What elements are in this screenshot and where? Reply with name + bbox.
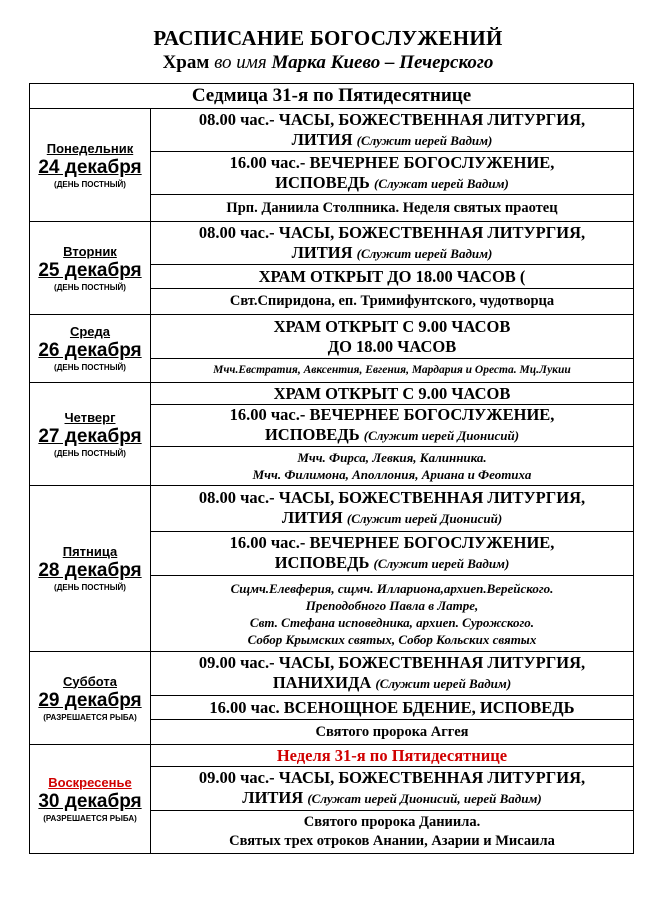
service-line: 16.00 час.- ВЕЧЕРНЕЕ БОГОСЛУЖЕНИЕ,: [229, 405, 555, 424]
saints-cell: [151, 195, 633, 221]
date: 26 декабря: [38, 340, 142, 361]
service-cell: [151, 767, 633, 811]
day-services: [151, 315, 633, 382]
day-note: (ДЕНЬ ПОСТНЫЙ): [54, 363, 126, 372]
service-line: ИСПОВЕДЬ (Служат иерей Вадим): [275, 172, 509, 192]
service-line: ИСПОВЕДЬ (Служит иерей Вадим): [274, 553, 510, 572]
day-label: [30, 486, 151, 651]
day-label: [30, 652, 151, 744]
page-subtitle: [0, 52, 656, 74]
weekday: Четверг: [64, 409, 116, 425]
day-note: (ДЕНЬ ПОСТНЫЙ): [54, 282, 126, 292]
service-line: ЛИТИЯ (Служит иерей Дионисий): [281, 508, 503, 527]
service-line: 16.00 час.- ВЕЧЕРНЕЕ БОГОСЛУЖЕНИЕ,: [229, 152, 555, 172]
service-line: ЛИТИЯ (Служит иерей Вадим): [291, 242, 493, 262]
saints-line: Святого пророка Аггея: [315, 723, 469, 740]
day-row-monday: [30, 109, 633, 222]
service-line: 09.00 час.- ЧАСЫ, БОЖЕСТВЕННАЯ ЛИТУРГИЯ,: [198, 653, 586, 672]
day-note: (ДЕНЬ ПОСТНЫЙ): [54, 179, 126, 189]
service-line: ЛИТИЯ (Служат иерей Дионисий, иерей Вадим): [242, 788, 542, 807]
day-label: [30, 745, 151, 853]
saints-cell: [151, 289, 633, 314]
saints-line: Святого пророка Даниила.: [303, 814, 481, 830]
day-services: [151, 109, 633, 221]
service-line: ХРАМ ОТКРЫТ ДО 18.00 ЧАСОВ (: [258, 266, 526, 286]
day-note: (РАЗРЕШАЕТСЯ РЫБА): [43, 712, 137, 722]
day-row-wednesday: [30, 315, 633, 383]
saints-cell: [151, 447, 633, 485]
weekday: Воскресенье: [48, 774, 132, 790]
day-row-thursday: [30, 383, 633, 486]
subtitle-church-name: Марка Киево – Печерского: [271, 52, 494, 73]
service-cell: [151, 532, 633, 576]
week-title: Седмица 31-я по Пятидесятнице: [30, 84, 633, 109]
page-title: РАСПИСАНИЕ БОГОСЛУЖЕНИЙ: [153, 26, 503, 50]
date: 25 декабря: [38, 259, 142, 281]
day-note: (РАЗРЕШАЕТСЯ РЫБА): [43, 813, 137, 823]
weekday: Понедельник: [46, 140, 134, 156]
day-row-sunday: [30, 745, 633, 853]
saints-line: Сщмч.Елевферия, сщмч. Иллариона,архиеп.Верейского.: [230, 580, 554, 596]
day-label: [30, 315, 151, 382]
day-row-tuesday: [30, 222, 633, 315]
day-row-saturday: [30, 652, 633, 745]
service-cell: [151, 222, 633, 265]
day-services: [151, 383, 633, 485]
service-line: 08.00 час.- ЧАСЫ, БОЖЕСТВЕННАЯ ЛИТУРГИЯ,: [198, 109, 586, 129]
date: 24 декабря: [38, 156, 142, 178]
date: 29 декабря: [38, 689, 142, 711]
service-line: 08.00 час.- ЧАСЫ, БОЖЕСТВЕННАЯ ЛИТУРГИЯ,: [198, 488, 586, 507]
schedule-table: [29, 83, 634, 854]
service-line: ЛИТИЯ (Служит иерей Вадим): [291, 129, 493, 149]
saints-cell: [151, 576, 633, 651]
day-note: (ДЕНЬ ПОСТНЫЙ): [54, 583, 126, 592]
saints-cell: [151, 811, 633, 853]
saints-line: Прп. Даниила Столпника. Неделя святых праотец: [226, 199, 558, 216]
saints-line: Свт.Спиридона, еп. Тримифунтского, чудотворца: [229, 293, 555, 309]
service-line: 16.00 час. ВСЕНОЩНОЕ БДЕНИЕ, ИСПОВЕДЬ: [209, 697, 575, 717]
service-line: ДО 18.00 ЧАСОВ: [327, 336, 457, 356]
service-line: 08.00 час.- ЧАСЫ, БОЖЕСТВЕННАЯ ЛИТУРГИЯ,: [198, 222, 586, 242]
weekday: Пятница: [62, 544, 118, 559]
day-services: [151, 745, 633, 853]
saints-line: Собор Крымских святых, Собор Кольских святых: [247, 631, 537, 647]
saints-line: Свт. Стефана исповедника, архиеп. Сурожского.: [249, 614, 535, 630]
subtitle-word: Храм: [162, 52, 210, 73]
service-line: ИСПОВЕДЬ (Служит иерей Дионисий): [264, 425, 520, 444]
weekday: Вторник: [63, 243, 117, 259]
day-label: [30, 222, 151, 314]
service-cell: [151, 109, 633, 152]
day-services: [151, 486, 633, 651]
service-line: ХРАМ ОТКРЫТ С 9.00 ЧАСОВ: [273, 383, 511, 403]
day-label: [30, 383, 151, 485]
saints-line: Святых трех отроков Анании, Азарии и Мисаила: [229, 833, 555, 849]
saints-line: Преподобного Павла в Латре,: [305, 597, 479, 613]
weekday: Среда: [69, 324, 111, 339]
service-cell: [151, 405, 633, 447]
service-cell: [151, 315, 633, 359]
saints-line: Мчч.Евстратия, Авксентия, Евгения, Мардария и Ореста. Мц.Лукии: [213, 364, 571, 376]
service-cell: [151, 486, 633, 532]
service-cell: [151, 652, 633, 696]
day-row-friday: [30, 486, 633, 652]
service-cell: [151, 265, 633, 289]
date: 27 декабря: [38, 425, 142, 447]
feast-title: Неделя 31-я по Пятидесятнице: [276, 745, 508, 765]
service-line: 16.00 час.- ВЕЧЕРНЕЕ БОГОСЛУЖЕНИЕ,: [229, 533, 555, 552]
saints-cell: [151, 720, 633, 744]
service-line: ХРАМ ОТКРЫТ С 9.00 ЧАСОВ: [273, 316, 511, 336]
saints-line: Мчч. Фирса, Левкия, Калинника.: [297, 450, 487, 465]
date: 30 декабря: [38, 790, 142, 812]
day-note: (ДЕНЬ ПОСТНЫЙ): [54, 448, 126, 458]
subtitle-word: во имя: [214, 52, 267, 73]
saints-cell: [151, 359, 633, 382]
service-cell: [151, 696, 633, 720]
day-services: [151, 222, 633, 314]
service-cell: [151, 152, 633, 195]
date: 28 декабря: [38, 560, 142, 581]
feast-cell: [151, 745, 633, 767]
service-line: 09.00 час.- ЧАСЫ, БОЖЕСТВЕННАЯ ЛИТУРГИЯ,: [198, 768, 586, 787]
saints-line: Мчч. Филимона, Аполлония, Ариана и Феотиха: [252, 467, 532, 482]
day-label: [30, 109, 151, 221]
service-line: ПАНИХИДА (Служит иерей Вадим): [272, 673, 512, 692]
day-services: [151, 652, 633, 744]
weekday: Суббота: [63, 673, 117, 689]
service-cell: [151, 383, 633, 405]
